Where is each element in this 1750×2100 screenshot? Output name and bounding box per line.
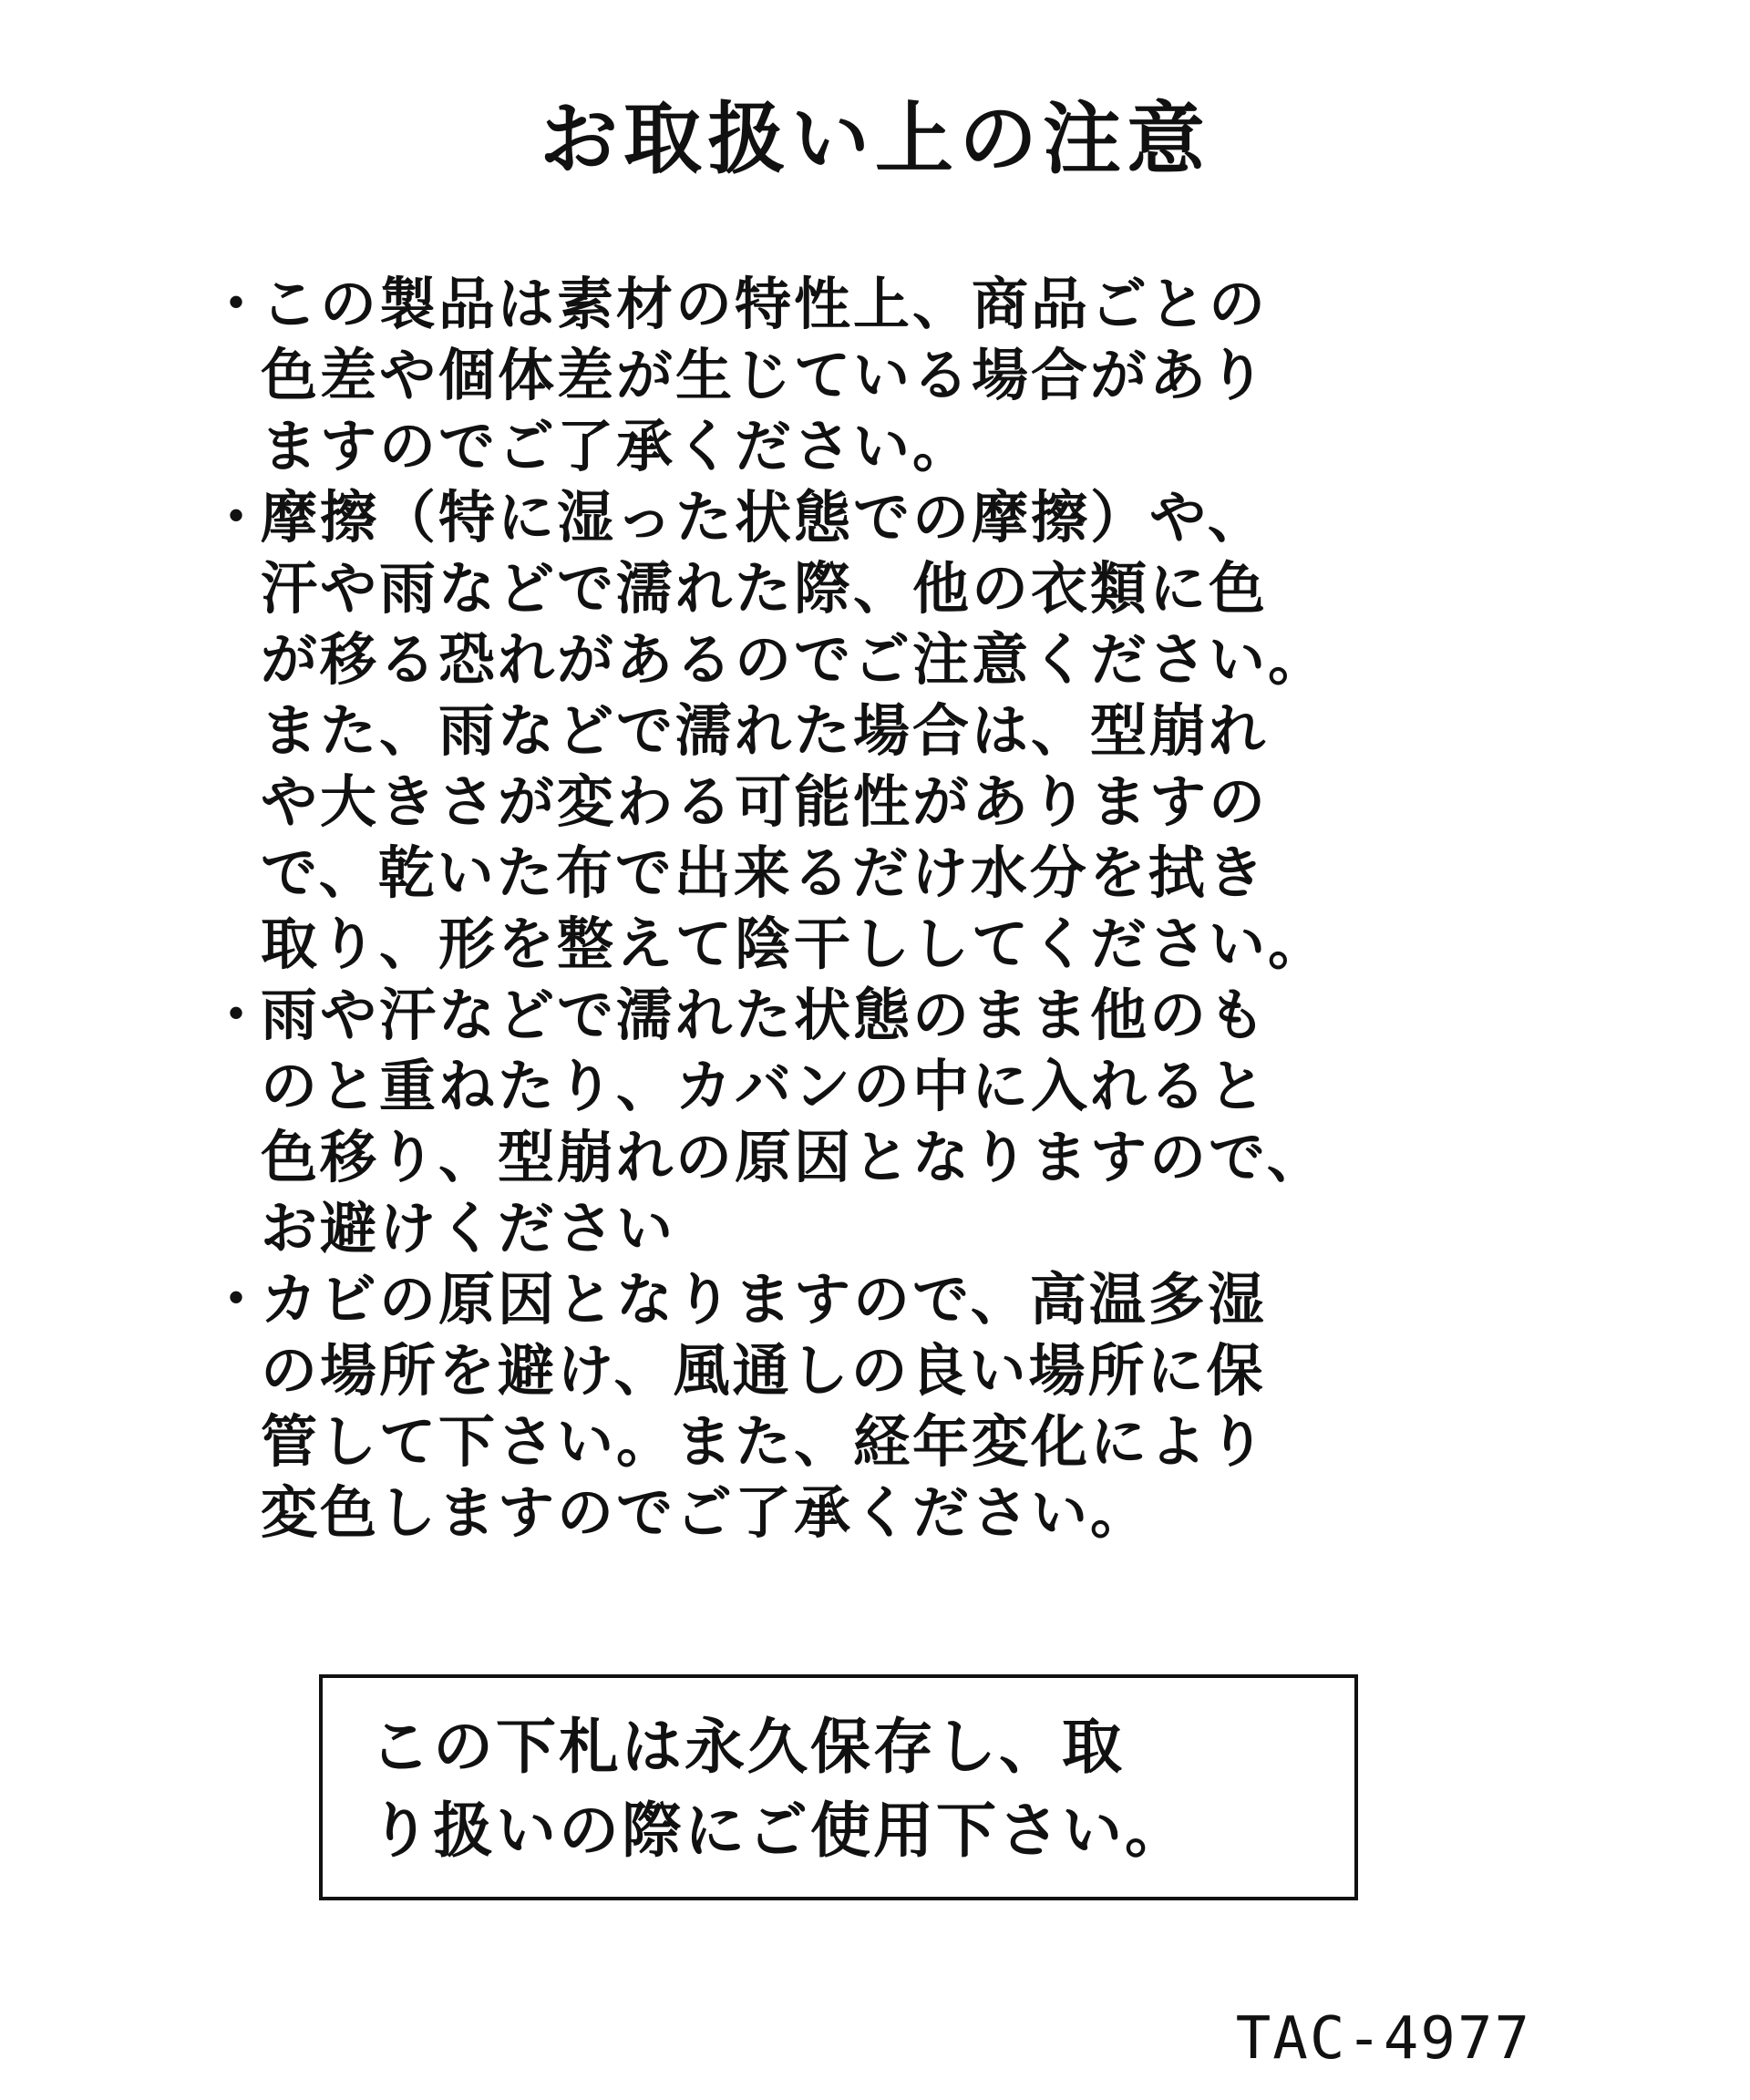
caution-line: 汗や雨などで濡れた際、他の衣類に色: [261, 555, 1269, 622]
page-title: お取扱い上の注意: [540, 94, 1210, 185]
bullet-marker: ・: [208, 1266, 265, 1333]
caution-line: ますのでご了承ください。: [261, 413, 973, 479]
caution-line: 管して下さい。また、経年変化により: [261, 1408, 1269, 1475]
caution-line: が移る恐れがあるのでご注意ください。: [261, 626, 1328, 693]
caution-line: や大きさが変わる可能性がありますの: [261, 768, 1269, 835]
bullet-marker: ・: [208, 982, 265, 1048]
caution-line: お避けください: [261, 1195, 676, 1261]
caution-line: 取り、形を整えて陰干ししてください。: [261, 911, 1328, 977]
keep-tag-notice-box: [319, 1674, 1358, 1900]
caution-item-color-variance: [201, 269, 1495, 482]
caution-line: で、乾いた布で出来るだけ水分を拭き: [261, 839, 1267, 906]
caution-item-stacking-wet: [201, 980, 1495, 1264]
caution-item-friction-wet: [201, 482, 1495, 980]
keep-notice-line: この下札は永久保存し、取: [370, 1712, 1125, 1782]
caution-line: のと重ねたり、カバンの中に入れると: [261, 1053, 1269, 1119]
caution-line: また、雨などで濡れた場合は、型崩れ: [261, 697, 1269, 764]
bullet-marker: ・: [208, 484, 265, 551]
caution-line: カビの原因となりますので、高温多湿: [261, 1266, 1267, 1333]
caution-line: 色移り、型崩れの原因となりますので、: [261, 1124, 1326, 1190]
product-code: TAC-4977: [1235, 2005, 1531, 2073]
caution-list: [201, 269, 1495, 1549]
caution-item-mold-storage: [201, 1264, 1495, 1549]
caution-line: 色差や個体差が生じている場合があり: [261, 342, 1269, 408]
caution-line: 雨や汗などで濡れた状態のまま他のも: [261, 982, 1269, 1048]
caution-line: 変色しますのでご了承ください。: [261, 1479, 1150, 1546]
bullet-marker: ・: [208, 271, 265, 337]
caution-line: この製品は素材の特性上、商品ごとの: [261, 271, 1269, 337]
caution-line: 摩擦（特に湿った状態での摩擦）や、: [261, 484, 1267, 551]
caution-line: の場所を避け、風通しの良い場所に保: [261, 1337, 1266, 1404]
keep-notice-line: り扱いの際にご使用下さい。: [370, 1796, 1188, 1866]
